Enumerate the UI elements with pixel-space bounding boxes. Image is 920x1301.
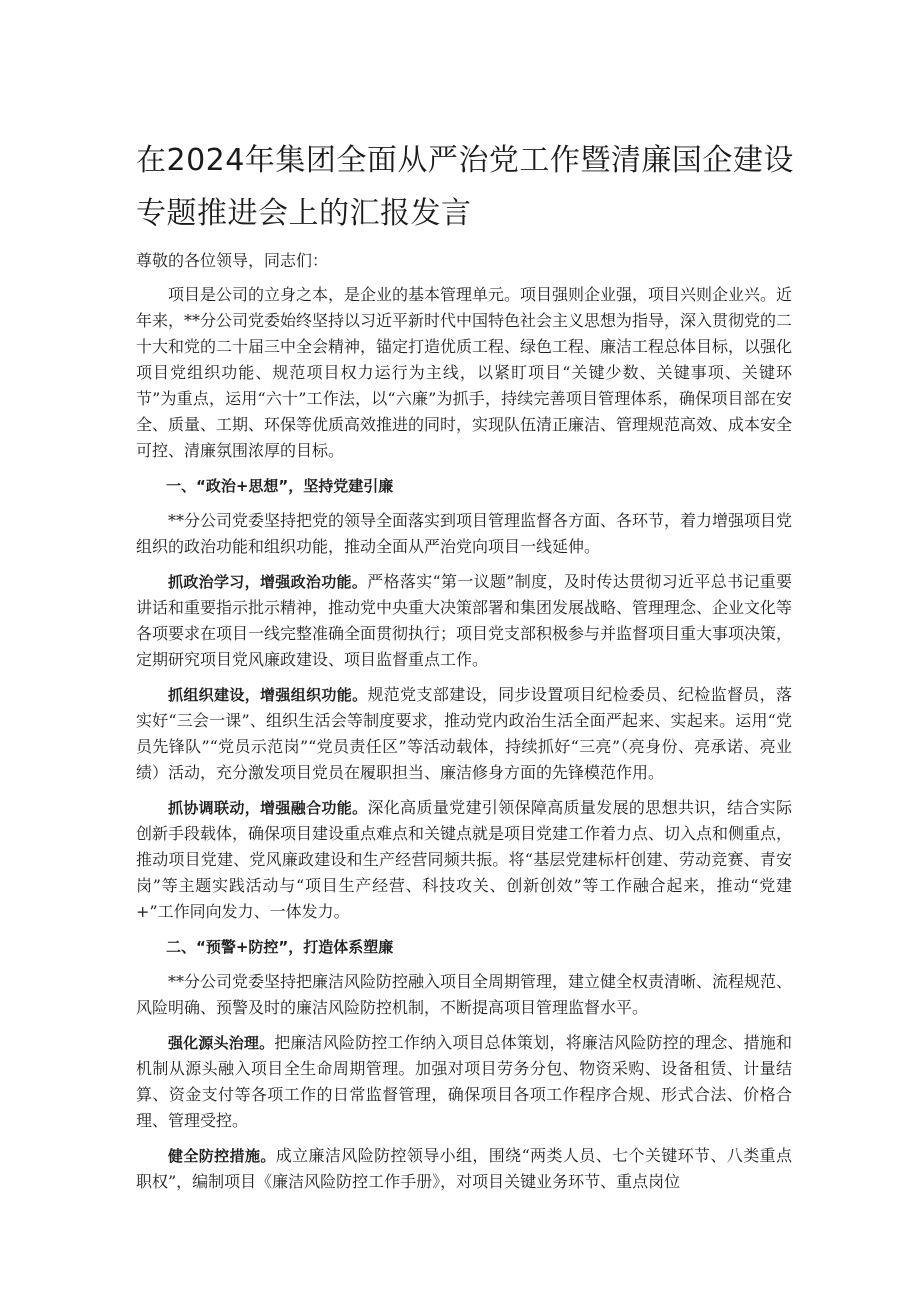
intro-paragraph: 项目是公司的立身之本，是企业的基本管理单元。项目强则企业强，项目兴则企业兴。近年来，**分公司党委始终坚持以习近平新时代中国特色社会主义思想为指导，深入贯彻党的二十大和党的二十届三中全会精神，锚定打造优质工程、绿色工程、廉洁工程总体目标，以强化项目党组织功能、规范项目权力运行为主线，以紧盯项目“关键少数、关键事项、关键环节”为重点，运用“六十”工作法，以“六廉”为抓手，持续完善项目管理体系，确保项目部在安全、质量、工期、环保等优质高效推进的同时，实现队伍清正廉洁、管理规范高效、成本安全可控、清廉氛围浓厚的目标。 — [136, 285, 793, 460]
section-heading-1: 一、“政治+思想”，坚持党建引廉 — [166, 477, 394, 495]
point-text: 规范党支部建设，同步设置项目纪检委员、纪检监督员，落实好“三会一课”、组织生活会等制度要求，推动党内政治生活全面严起来、实起来。运用“党员先锋队”“党员示范岗”“党员责任区”等活动载体，持续抓好“三亮”（亮身份、亮承诺、亮业绩）活动，充分激发项目党员在履职担当、廉洁修身方面的先锋模范作用。 — [136, 685, 792, 782]
point-paragraph — [136, 569, 792, 673]
section-heading-2: 二、“预警+防控”，打造体系塑廉 — [166, 938, 394, 956]
point-paragraph — [136, 682, 792, 786]
point-lead: 强化源头治理。 — [168, 1034, 275, 1052]
point-lead: 抓协调联动，增强融合功能。 — [168, 799, 368, 817]
section-summary-2: **分公司党委坚持把廉洁风险防控融入项目全周期管理，建立健全权责清晰、流程规范、风险明确、预警及时的廉洁风险防控机制，不断提高项目管理监督水平。 — [136, 972, 793, 1017]
point-lead: 健全防控措施。 — [168, 1147, 276, 1165]
point-paragraph — [136, 1143, 792, 1195]
section-summary-1: **分公司党委坚持把党的领导全面落实到项目管理监督各方面、各环节，着力增强项目党组织的政治功能和组织功能，推动全面从严治党向项目一线延伸。 — [136, 511, 793, 556]
point-paragraph — [136, 795, 792, 925]
point-lead: 抓政治学习，增强政治功能。 — [168, 573, 368, 591]
point-lead: 抓组织建设，增强组织功能。 — [168, 686, 368, 704]
document-title: 在2024年集团全面从严治党工作暨清廉国企建设专题推进会上的汇报发言 — [136, 143, 794, 231]
point-paragraph — [136, 1030, 792, 1134]
point-text: 成立廉洁风险防控领导小组，围绕“两类人员、七个关键环节、八类重点职权”，编制项目《廉洁风险防控工作手册》，对项目关键业务环节、重点岗位 — [136, 1146, 792, 1191]
salutation: 尊敬的各位领导，同志们： — [136, 251, 329, 270]
point-text: 把廉洁风险防控工作纳入项目总体策划，将廉洁风险防控的理念、措施和机制从源头融入项目全生命周期管理。加强对项目劳务分包、物资采购、设备租赁、计量结算、资金支付等各项工作的日常监督管理，确保项目各项工作程序合规、形式合法、价格合理、管理受控。 — [136, 1033, 792, 1130]
point-text: 深化高质量党建引领保障高质量发展的思想共识，结合实际创新手段载体，确保项目建设重点难点和关键点就是项目党建工作着力点、切入点和侧重点，推动项目党建、党风廉政建设和生产经营同频共振。将“基层党建标杆创建、劳动竞赛、青安岗”等主题实践活动与“项目生产经营、科技攻关、创新创效”等工作融合起来，推动“党建+”工作同向发力、一体发力。 — [136, 798, 793, 921]
point-text: 严格落实“第一议题”制度，及时传达贯彻习近平总书记重要讲话和重要指示批示精神，推动党中央重大决策部署和集团发展战略、管理理念、企业文化等各项要求在项目一线完整准确全面贯彻执行；项目党支部积极参与并监督项目重大事项决策，定期研究项目党风廉政建设、项目监督重点工作。 — [136, 572, 793, 669]
document-body — [136, 248, 792, 1204]
